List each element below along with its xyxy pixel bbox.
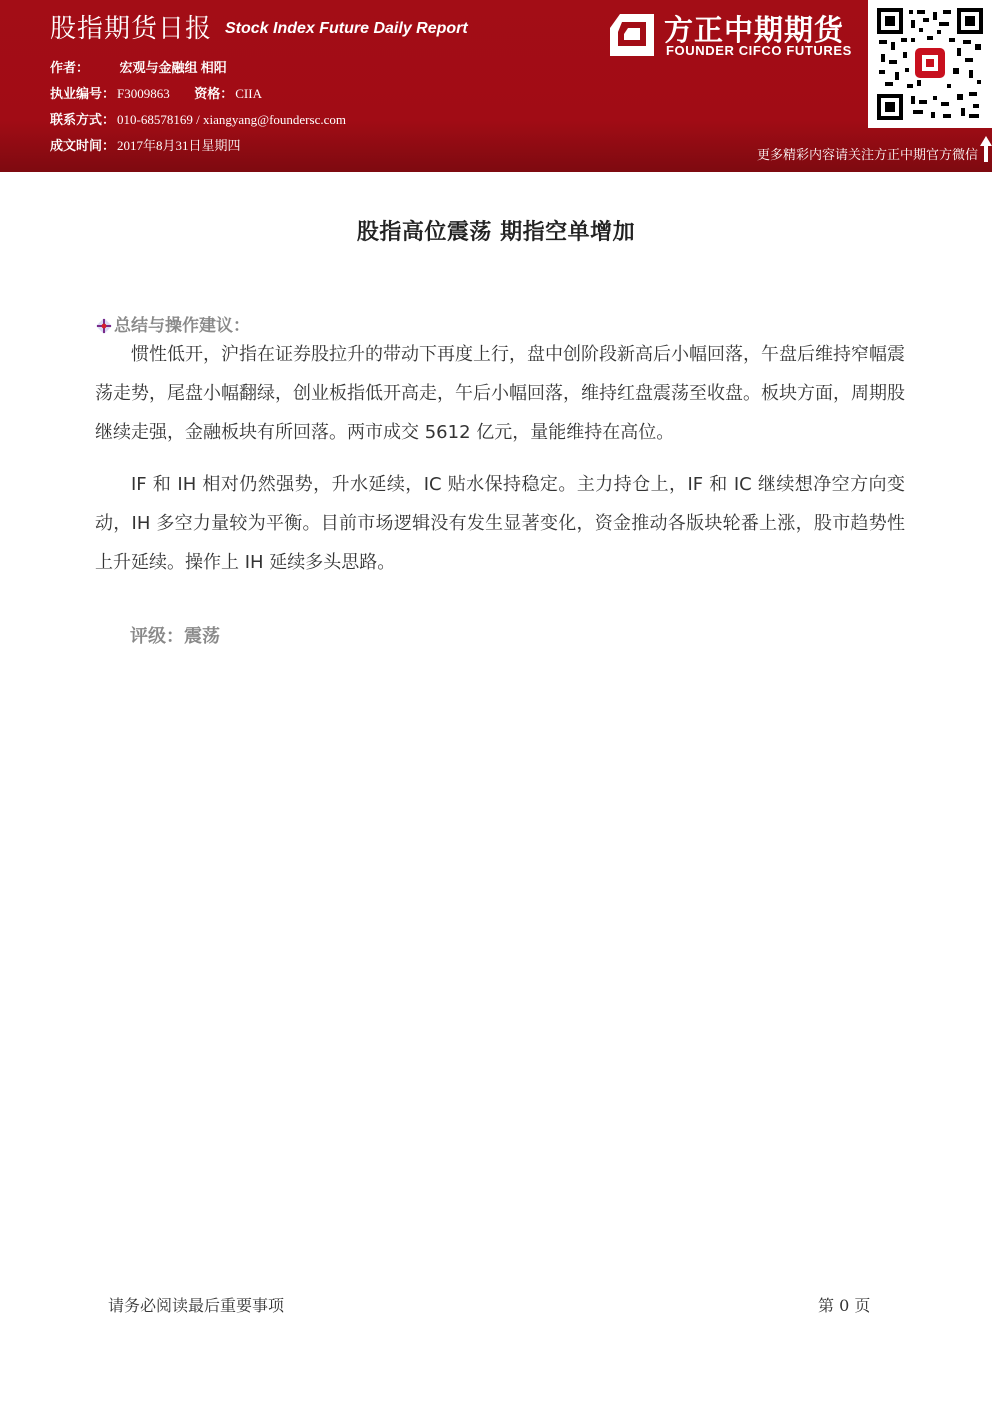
date-label: 成文时间： — [50, 138, 116, 153]
wechat-qr-code — [868, 0, 992, 128]
arrow-up-icon — [980, 136, 992, 162]
wechat-follow-note: 更多精彩内容请关注方正中期官方微信 — [756, 148, 978, 163]
date-value: 2017年8月31日星期四 — [117, 138, 241, 153]
footer-notice: 请务必阅读最后重要事项 — [108, 1296, 285, 1315]
contact-line — [50, 109, 346, 128]
author-value: 宏观与金融组 相阳 — [119, 60, 227, 75]
logo-chinese-name: 方正中期期货 — [664, 13, 845, 47]
contact-value: 010-68578169 / xiangyang@foundersc.com — [117, 112, 346, 127]
date-line — [50, 135, 241, 154]
report-header — [0, 0, 992, 172]
logo-english-name: FOUNDER CIFCO FUTURES — [666, 43, 852, 58]
page-number: 第 0 页 — [818, 1296, 871, 1315]
qualification-value: CIIA — [235, 86, 262, 101]
report-series-subtitle: Stock Index Future Daily Report — [225, 20, 468, 37]
license-line — [50, 83, 262, 102]
section-heading — [96, 311, 250, 336]
report-title: 股指高位震荡 期指空单增加 — [356, 220, 636, 245]
summary-paragraph-2: IF 和 IH 相对仍然强势，升水延续，IC 贴水保持稳定。主力持仓上，IF 和 IC 继续想净空方向变动，IH 多空力量较为平衡。目前市场逻辑没有发生显著变化，资金推动各版块轮番上涨，股市趋势性上升延续。操作上 IH 延续多头思路。 — [95, 474, 905, 573]
diamond-bullet-icon — [96, 318, 112, 334]
logo-mark-icon — [608, 12, 656, 58]
author-line — [50, 57, 227, 76]
license-value: F3009863 — [117, 86, 170, 101]
summary-paragraph-1: 惯性低开，沪指在证券股拉升的带动下再度上行，盘中创阶段新高后小幅回落，午盘后维持窄幅震荡走势，尾盘小幅翻绿，创业板指低开高走，午后小幅回落，维持红盘震荡至收盘。板块方面，周期股继续走强，金融板块有所回落。两市成交 5612 亿元，量能维持在高位。 — [95, 344, 905, 443]
report-series-title: 股指期货日报 — [50, 14, 213, 44]
qr-code-icon — [877, 8, 983, 120]
section-heading-text: 总结与操作建议： — [114, 316, 250, 336]
contact-label: 联系方式： — [50, 112, 116, 127]
license-label: 执业编号： — [50, 86, 116, 101]
author-label: 作者： — [50, 60, 90, 75]
company-logo — [608, 10, 860, 60]
qualification-label: 资格： — [194, 86, 234, 101]
rating-text: 评级：震荡 — [130, 626, 220, 647]
